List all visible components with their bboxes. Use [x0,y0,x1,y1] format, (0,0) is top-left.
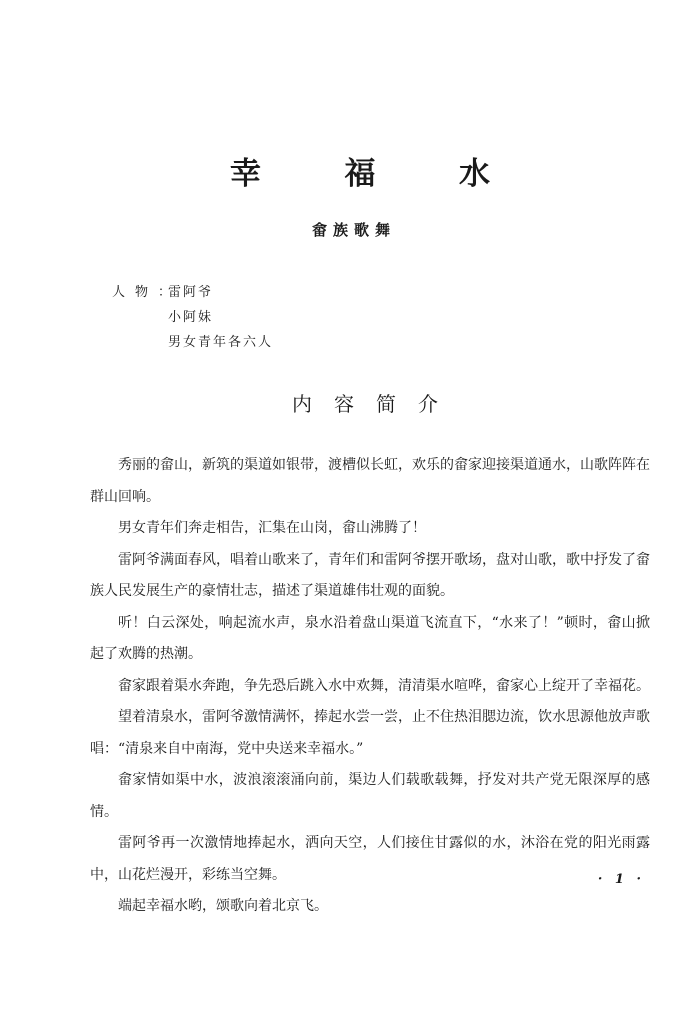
subtitle: 畲族歌舞 [312,221,397,239]
page-number: · 1 · [597,872,645,887]
paragraph: 端起幸福水哟，颂歌向着北京飞。 [118,898,328,914]
paragraph: 男女青年们奔走相告，汇集在山岗，畲山沸腾了！ [118,520,426,536]
paragraph: 雷阿爷满面春风，唱着山歌来了，青年们和雷阿爷摆开歌场，盘对山歌，歌中抒发了畲族人民发展生产的豪情壮志，描述了渠道雄伟壮观的面貌。 [90,551,650,599]
section-heading: 内容简介 [292,392,460,416]
title-char: 幸 [230,156,261,192]
character-row [112,280,273,305]
page-title [230,148,490,193]
paragraph: 望着清泉水，雷阿爷激情满怀，捧起水尝一尝，止不住热泪腮边流，饮水思源他放声歌唱：“清泉来自中南海，党中央送来幸福水。” [90,709,650,757]
synopsis-body [90,450,650,923]
paragraph: 畲家情如渠中水，波浪滚滚涌向前，渠边人们载歌载舞，抒发对共产党无限深厚的感情。 [90,772,650,820]
title-char: 水 [459,156,490,192]
character-name: 男女青年各六人 [168,335,274,350]
character-name: 小阿妹 [168,310,214,325]
title-char: 福 [344,156,376,192]
character-row [112,330,273,355]
character-list [112,280,273,355]
characters-label: 人物： [112,285,182,300]
paragraph: 雷阿爷再一次激情地捧起水，洒向天空，人们接住甘露似的水，沐浴在党的阳光雨露中，山花烂漫开，彩练当空舞。 [90,835,650,883]
character-row [112,305,273,330]
paragraph: 听！白云深处，响起流水声，泉水沿着盘山渠道飞流直下，“水来了！”顿时，畲山掀起了欢腾的热潮。 [90,614,650,662]
paragraph: 畲家跟着渠水奔跑，争先恐后跳入水中欢舞，清清渠水喧哗，畲家心上绽开了幸福花。 [118,677,650,694]
paragraph: 秀丽的畲山，新筑的渠道如银带，渡槽似长虹，欢乐的畲家迎接渠道通水，山歌阵阵在群山回响。 [90,457,650,505]
character-name: 雷阿爷 [168,285,214,300]
